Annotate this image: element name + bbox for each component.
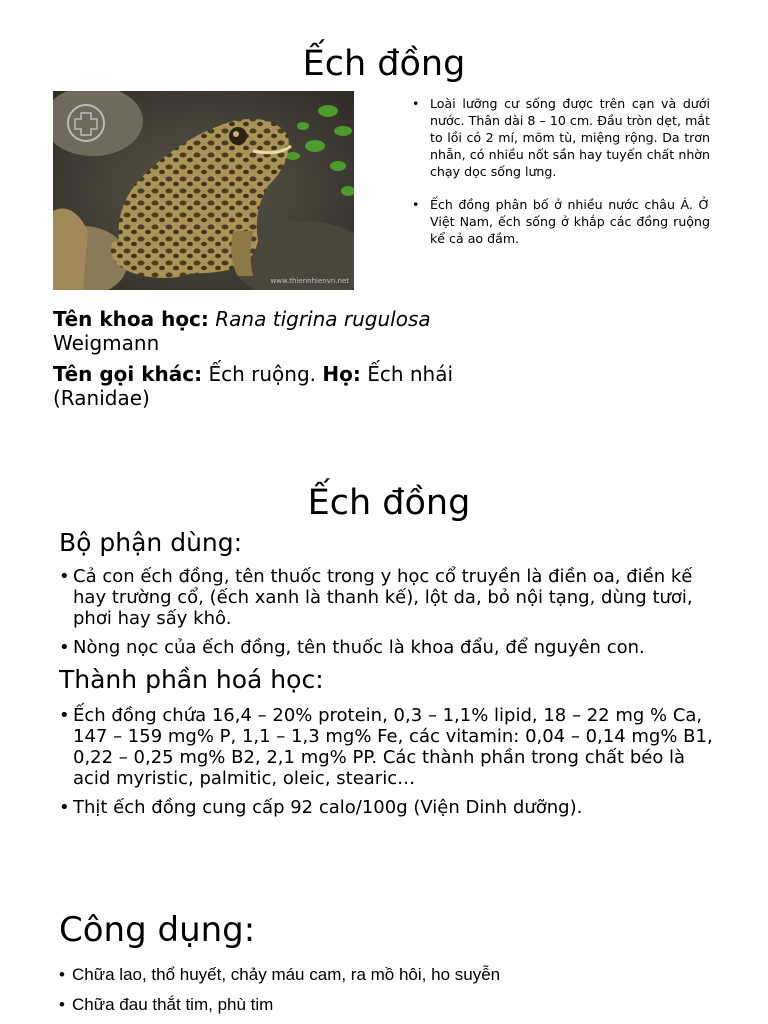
slide1-title: Ếch đồng	[302, 44, 466, 84]
family-value: Ếch nhái (Ranidae)	[53, 362, 454, 410]
parts-used-item: • Nòng nọc của ếch đồng, tên thuốc là khoa đẩu, để nguyên con.	[59, 637, 724, 658]
scientific-name-label: Tên khoa học:	[53, 307, 209, 331]
parts-used-heading: Bộ phận dùng:	[59, 528, 243, 557]
family-label: Họ:	[322, 362, 361, 386]
other-names-line	[53, 362, 523, 410]
scientific-name-line	[53, 307, 473, 355]
uses-heading: Công dụng:	[59, 910, 256, 950]
other-name-label: Tên gọi khác:	[53, 362, 203, 386]
other-name-value: Ếch ruộng.	[208, 362, 316, 386]
description-item: • Loài lưỡng cư sống được trên cạn và dưới nước. Thân dài 8 – 10 cm. Đầu tròn dẹt, mắt to lồi có 2 mí, mõm tù, miệng rộng. Da trơn nhẵn, có nhiều nốt sần hay tuyến chất nhờn chạy dọc sống lưng.	[410, 95, 710, 180]
parts-used-item: • Cả con ếch đồng, tên thuốc trong y học cổ truyền là điền oa, điền kế hay trường cổ, (ếch xanh là thanh kế), lột da, bỏ nội tạng, dùng tươi, phơi hay sấy khô.	[59, 566, 724, 629]
slide1-description-list	[410, 95, 710, 263]
chemical-composition-item: • Thịt ếch đồng cung cấp 92 calo/100g (Viện Dinh dưỡng).	[59, 797, 724, 818]
parts-used-list	[59, 566, 724, 666]
chemical-composition-list	[59, 705, 724, 826]
description-item: • Ếch đồng phân bố ở nhiều nước châu Á. Ở Việt Nam, ếch sống ở khắp các đồng ruộng kể cả ao đầm.	[410, 196, 710, 247]
scientific-name: Rana tigrina rugulosa	[215, 307, 431, 331]
uses-item: • Chữa lao, thổ huyết, chảy máu cam, ra mồ hôi, ho suyễn	[59, 964, 719, 985]
chemical-composition-heading: Thành phần hoá học:	[59, 665, 324, 694]
frog-photo	[53, 91, 354, 290]
uses-list	[59, 964, 719, 1024]
slide2-title: Ếch đồng	[307, 483, 471, 523]
photo-watermark: www.thiennhienvn.net	[270, 277, 349, 285]
uses-item: • Chữa đau thắt tim, phù tim	[59, 994, 719, 1015]
chemical-composition-item: • Ếch đồng chứa 16,4 – 20% protein, 0,3 – 1,1% lipid, 18 – 22 mg % Ca, 147 – 159 mg% P, 1,1 – 1,3 mg% Fe, các vitamin: 0,04 – 0,14 mg% B1, 0,22 – 0,25 mg% B2, 2,1 mg% PP. Các thành phần trong chất béo là acid myristic, palmitic, oleic, stearic…	[59, 705, 724, 789]
scientific-author: Weigmann	[53, 331, 160, 355]
